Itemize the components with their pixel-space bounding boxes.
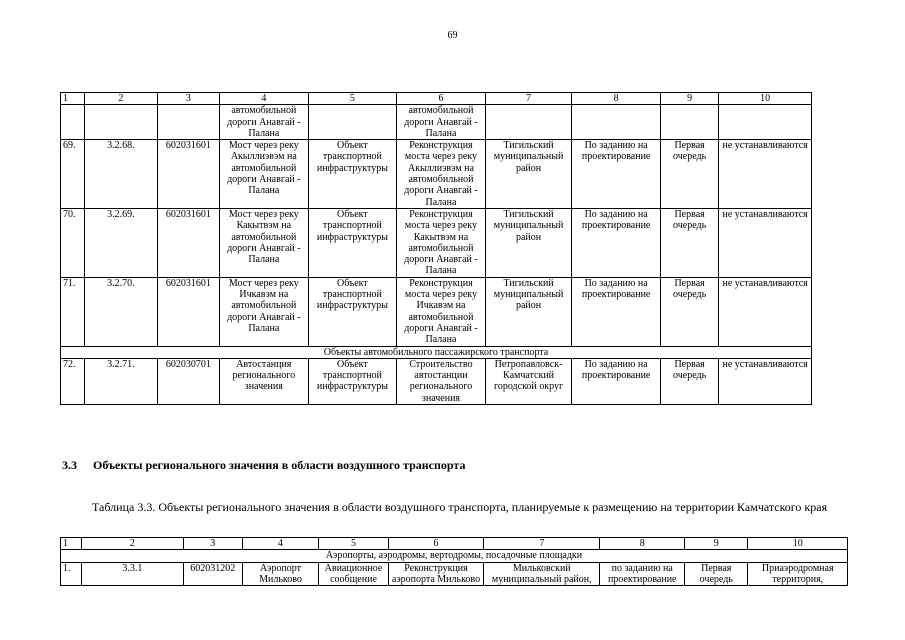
section-heading-number: 3.3 <box>62 458 77 472</box>
header-cell: 3 <box>183 538 242 550</box>
table-cell: Объект транспортной инфраструктуры <box>308 277 397 346</box>
table-cell <box>308 105 397 140</box>
table-cell <box>719 105 812 140</box>
table-cell <box>61 105 85 140</box>
table-cell: Первая очередь <box>660 208 718 277</box>
table-cell: 3.2.69. <box>85 208 157 277</box>
header-cell: 8 <box>572 93 661 105</box>
table-cell: 602031202 <box>183 562 242 586</box>
header-cell: 9 <box>685 538 748 550</box>
header-cell: 10 <box>719 93 812 105</box>
table-cell: автомобильной дороги Анавгай - Палана <box>397 105 486 140</box>
table-cell: не устанавливаются <box>719 358 812 404</box>
header-cell: 1 <box>61 93 85 105</box>
table-cell: 3.2.68. <box>85 140 157 209</box>
table-cell: Первая очередь <box>660 277 718 346</box>
table-cell: По заданию на проектирование <box>572 277 661 346</box>
table-cell: По заданию на проектирование <box>572 140 661 209</box>
header-cell: 8 <box>600 538 685 550</box>
table-cell <box>157 105 219 140</box>
table-cell: Тигильский муниципальный район <box>485 208 572 277</box>
header-cell: 3 <box>157 93 219 105</box>
row-number: 1. <box>61 562 82 586</box>
row-number: 72. <box>61 358 85 404</box>
section-title: Аэропорты, аэродромы, вертодромы, посадочные площадки <box>61 550 848 562</box>
table-cell: Реконструкция аэропорта Мильково <box>388 562 483 586</box>
page-number: 69 <box>447 30 458 41</box>
table-cell <box>85 105 157 140</box>
header-cell: 6 <box>388 538 483 550</box>
objects-table <box>60 92 812 405</box>
table-row <box>61 358 812 404</box>
table-cell: 602031601 <box>157 277 219 346</box>
table-cell: 602031601 <box>157 140 219 209</box>
section-heading-text: Объекты регионального значения в области воздушного транспорта <box>93 458 466 472</box>
table-cell: не устанавливаются <box>719 277 812 346</box>
table-row <box>61 208 812 277</box>
table-cell: Объект транспортной инфраструктуры <box>308 208 397 277</box>
table-cell: Реконструкция моста через реку Ичкавэм на автомобильной дороги Анавгай - Палана <box>397 277 486 346</box>
section-row <box>61 550 848 562</box>
header-cell: 10 <box>748 538 848 550</box>
table-cell: Петропавловск-Камчатский городской округ <box>485 358 572 404</box>
table-cell: Авиационное сообщение <box>319 562 389 586</box>
table-header-row <box>61 93 812 105</box>
header-cell: 5 <box>319 538 389 550</box>
table-cell: Реконструкция моста через реку Какытвэм на автомобильной дороги Анавгай - Палана <box>397 208 486 277</box>
table-row <box>61 277 812 346</box>
table-cell: 602031601 <box>157 208 219 277</box>
table-cell: 3.3.1 <box>82 562 184 586</box>
table-cell <box>485 105 572 140</box>
header-cell: 4 <box>220 93 309 105</box>
table-caption: Таблица 3.3. Объекты регионального значения в области воздушного транспорта, планируемые к размещению на территории Камчатского края <box>92 500 828 514</box>
table-cell: Объект транспортной инфраструктуры <box>308 140 397 209</box>
table-cell: Реконструкция моста через реку Акыллиэвэм на автомобильной дороги Анавгай - Палана <box>397 140 486 209</box>
table-cell: Первая очередь <box>660 358 718 404</box>
header-cell: 1 <box>61 538 82 550</box>
section-row <box>61 346 812 358</box>
table-cell: автомобильной дороги Анавгай - Палана <box>220 105 309 140</box>
section-heading <box>62 458 465 473</box>
table-cell: Объект транспортной инфраструктуры <box>308 358 397 404</box>
header-cell: 2 <box>85 93 157 105</box>
header-cell: 4 <box>242 538 318 550</box>
continuation-row <box>61 105 812 140</box>
table-cell: Автостанция регионального значения <box>220 358 309 404</box>
header-cell: 7 <box>484 538 600 550</box>
table-cell: Строительство автостанции регионального значения <box>397 358 486 404</box>
section-title: Объекты автомобильного пассажирского транспорта <box>61 346 812 358</box>
table-cell: 3.2.70. <box>85 277 157 346</box>
table-cell: не устанавливаются <box>719 208 812 277</box>
header-cell: 6 <box>397 93 486 105</box>
header-cell: 2 <box>82 538 184 550</box>
table-cell: Приаэродромная территория, <box>748 562 848 586</box>
row-number: 71. <box>61 277 85 346</box>
table-cell: Мост через реку Какытвэм на автомобильной дороги Анавгай - Палана <box>220 208 309 277</box>
table-cell <box>572 105 661 140</box>
table-cell: Аэропорт Мильково <box>242 562 318 586</box>
table-cell: Мост через реку Акыллиэвэм на автомобильной дороги Анавгай - Палана <box>220 140 309 209</box>
row-number: 70. <box>61 208 85 277</box>
air-transport-table <box>60 537 848 586</box>
table-cell: 602030701 <box>157 358 219 404</box>
row-number: 69. <box>61 140 85 209</box>
table-cell: По заданию на проектирование <box>572 358 661 404</box>
table-cell: по заданию на проектирование <box>600 562 685 586</box>
table-cell: По заданию на проектирование <box>572 208 661 277</box>
table-row <box>61 140 812 209</box>
header-cell: 5 <box>308 93 397 105</box>
table-cell: Первая очередь <box>685 562 748 586</box>
table-cell: Тигильский муниципальный район <box>485 140 572 209</box>
table-cell: 3.2.71. <box>85 358 157 404</box>
table-header-row <box>61 538 848 550</box>
header-cell: 9 <box>660 93 718 105</box>
table-cell: Первая очередь <box>660 140 718 209</box>
table-cell <box>660 105 718 140</box>
table-cell: Мост через реку Ичкавэм на автомобильной дороги Анавгай - Палана <box>220 277 309 346</box>
table-cell: не устанавливаются <box>719 140 812 209</box>
table-row <box>61 562 848 586</box>
table-cell: Мильковский муниципальный район, <box>484 562 600 586</box>
header-cell: 7 <box>485 93 572 105</box>
table-cell: Тигильский муниципальный район <box>485 277 572 346</box>
